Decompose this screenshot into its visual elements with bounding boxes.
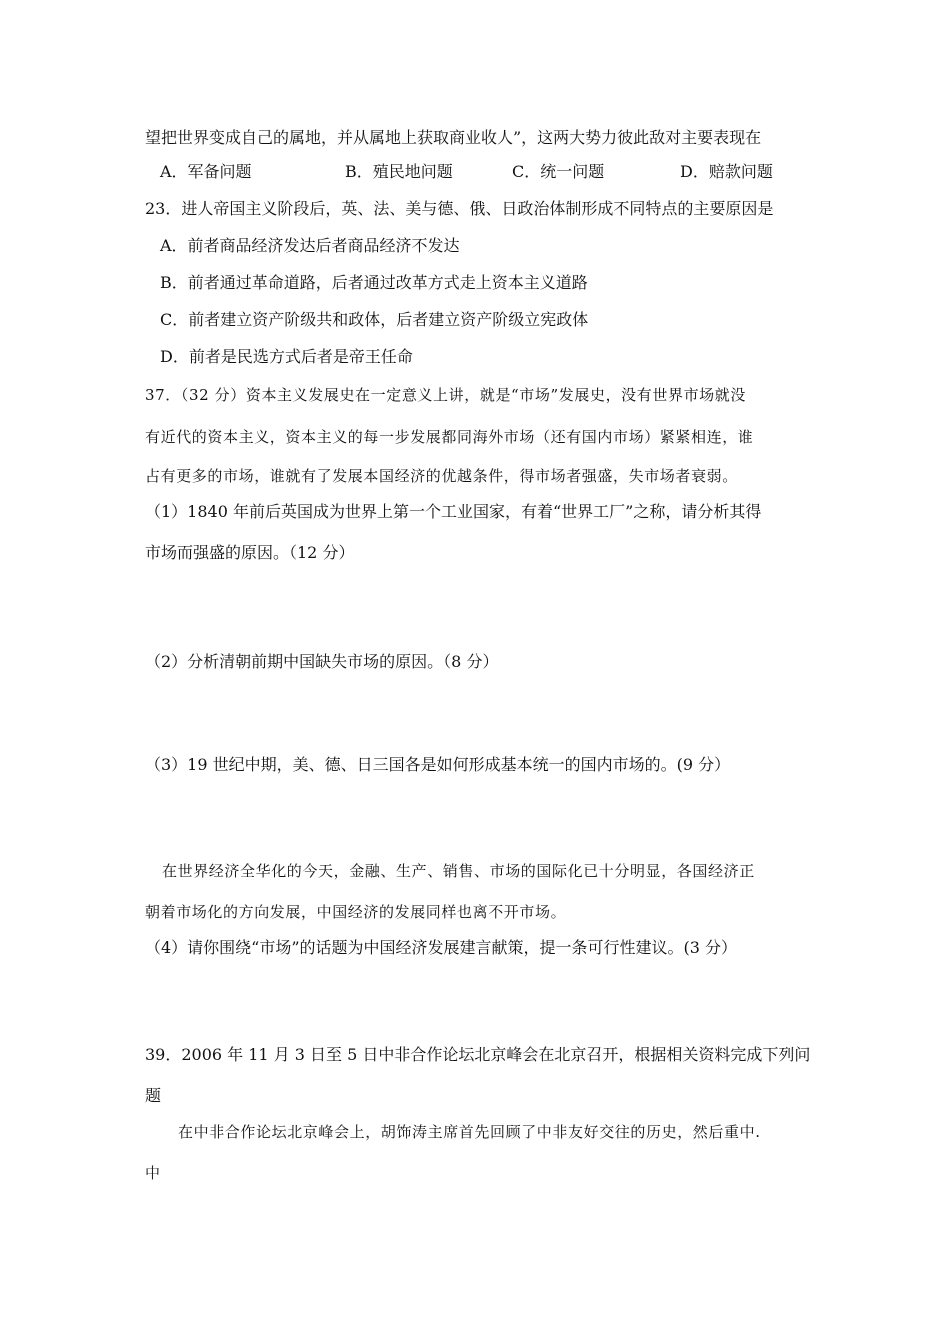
question-39-stem-line-2: 题 xyxy=(145,1086,162,1105)
question-22-options xyxy=(160,162,840,184)
question-23-option-a: A．前者商品经济发达后者商品经济不发达 xyxy=(160,236,460,255)
question-37-material-2-line-2: 朝着市场化的方向发展，中国经济的发展同样也离不开市场。 xyxy=(145,903,567,921)
question-37-material-line-3: 占有更多的市场，谁就有了发展本国经济的优越条件，得市场者强盛，失市场者衰弱。 xyxy=(145,467,738,485)
question-37-material-line-1: 37．（32 分）资本主义发展史在一定意义上讲，就是“市场”发展史，没有世界市场就没 xyxy=(145,386,746,404)
option-a: A．军备问题 xyxy=(160,162,252,181)
option-b: B．殖民地问题 xyxy=(345,162,453,181)
question-23-option-d: D．前者是民选方式后者是帝王任命 xyxy=(160,347,413,366)
option-d: D．赔款问题 xyxy=(680,162,773,181)
question-22-stem-continuation: 望把世界变成自己的属地，并从属地上获取商业收人”，这两大势力彼此敌对主要表现在 xyxy=(145,128,762,147)
option-c: C．统一问题 xyxy=(512,162,605,181)
question-37-part-3: （3）19 世纪中期，美、德、日三国各是如何形成基本统一的国内市场的。(9 分） xyxy=(145,755,731,774)
question-39-stem-line-1: 39．2006 年 11 月 3 日至 5 日中非合作论坛北京峰会在北京召开，根据相关资料完成下列问 xyxy=(145,1045,811,1064)
question-39-material-line-1: 在中非合作论坛北京峰会上，胡饰涛主席首先回顾了中非友好交往的历史，然后重中. xyxy=(178,1123,761,1141)
question-37-part-1-line-1: （1）1840 年前后英国成为世界上第一个工业国家，有着“世界工厂”之称，请分析其得 xyxy=(145,502,762,521)
question-37-material-2-line-1: 在世界经济全华化的今天，金融、生产、销售、市场的国际化已十分明显，各国经济正 xyxy=(162,862,755,880)
question-37-material-line-2: 有近代的资本主义，资本主义的每一步发展都同海外市场（还有国内市场）紧紧相连，谁 xyxy=(145,428,754,446)
question-37-part-1-line-2: 市场而强盛的原因。（12 分） xyxy=(145,543,355,562)
question-23-stem: 23．进人帝国主义阶段后，英、法、美与德、俄、日政治体制形成不同特点的主要原因是 xyxy=(145,199,774,218)
question-39-material-line-2: 中 xyxy=(145,1164,161,1182)
question-23-option-c: C．前者建立资产阶级共和政体，后者建立资产阶级立宪政体 xyxy=(160,310,589,329)
question-37-part-4: （4）请你围绕“市场”的话题为中国经济发展建言献策，提一条可行性建议。(3 分） xyxy=(145,938,738,957)
question-23-option-b: B．前者通过革命道路，后者通过改革方式走上资本主义道路 xyxy=(160,273,588,292)
question-37-part-2: （2）分析清朝前期中国缺失市场的原因。（8 分） xyxy=(145,652,499,671)
